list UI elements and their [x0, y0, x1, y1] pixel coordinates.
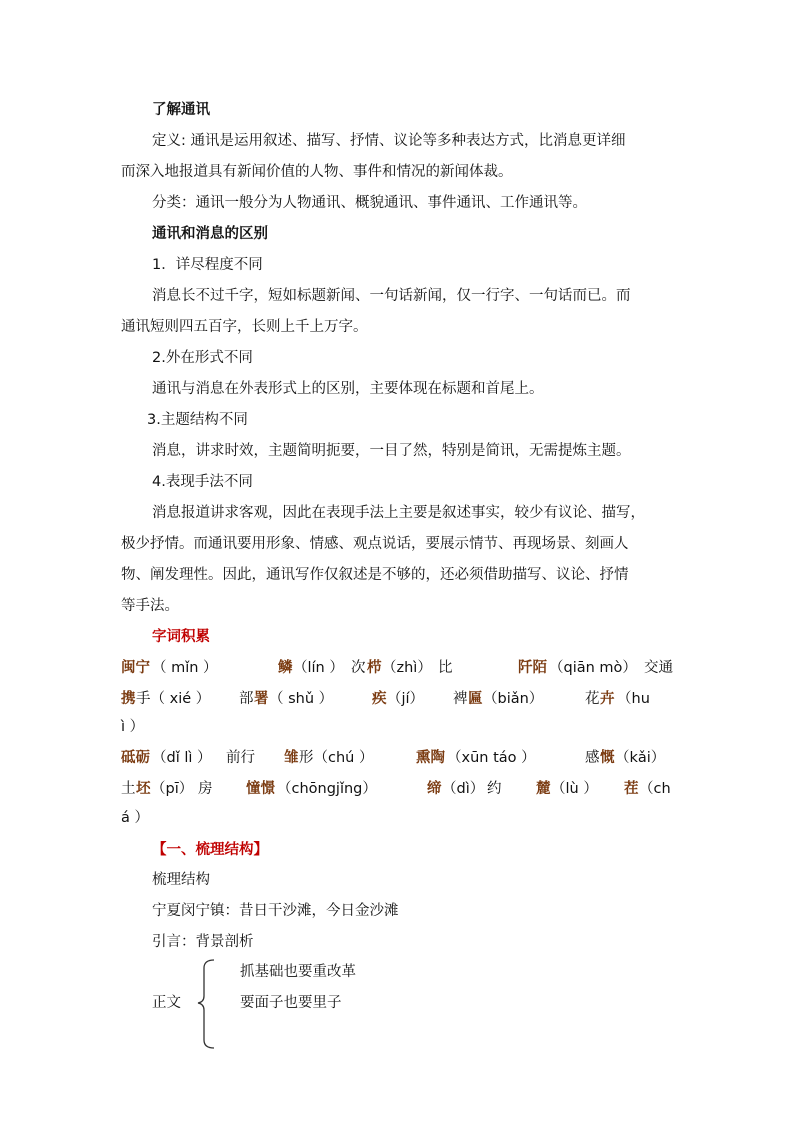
vocab-pinyin: （dì）: [442, 781, 485, 797]
vocab-pinyin: （dǐ lì ）: [152, 750, 212, 766]
vocab-word: 熏陶: [416, 750, 445, 766]
vocab-pinyin: （ mǐn ）: [152, 660, 218, 676]
vocab-word: 鳞: [278, 660, 293, 676]
vocab-suffix: 前行: [226, 750, 255, 766]
section-title-understand-tongxun: 了解通讯: [152, 102, 210, 118]
vocab-word: 栉: [367, 660, 382, 676]
vocab-prefix: 土: [121, 781, 136, 797]
vocab-pinyin: （ch: [639, 781, 671, 797]
vocab-pinyin: （chōngjǐng）: [277, 781, 377, 797]
vocab-pinyin: （qiān mò）: [549, 660, 637, 676]
vocab-title: 字词积累: [152, 629, 210, 645]
section-title-difference: 通讯和消息的区别: [152, 226, 268, 242]
paragraph-2: 通讯与消息在外表形式上的区别，主要体现在标题和首尾上。: [152, 381, 544, 397]
vocab-prefix: 花: [585, 691, 600, 707]
vocab-suffix: 次: [351, 660, 366, 676]
vocab-word: 坯: [136, 781, 151, 797]
vocab-suffix: 交通: [644, 660, 673, 676]
vocab-word: 闽宁: [121, 660, 150, 676]
vocab-pinyin: （jí）: [387, 691, 425, 707]
structure-subtitle: 梳理结构: [152, 872, 210, 888]
vocab-pinyin: （hu: [617, 691, 650, 707]
vocab-word: 署: [254, 691, 269, 707]
vocab-word: 卉: [600, 691, 615, 707]
paragraph-4-line-1: 消息报道讲求客观，因此在表现手法上主要是叙述事实，较少有议论、描写，: [152, 505, 645, 521]
vocab-word: 疾: [372, 691, 387, 707]
paragraph-3: 消息，讲求时效，主题简明扼要，一目了然，特别是简讯，无需提炼主题。: [152, 443, 631, 459]
body-branch-2: 要面子也要里子: [240, 995, 342, 1011]
vocab-word: 匾: [468, 691, 483, 707]
vocab-pinyin: （pī）: [151, 781, 194, 797]
definition-line-2: 而深入地报道具有新闻价值的人物、事件和情况的新闻体裁。: [121, 164, 513, 180]
heading-3: 3.主题结构不同: [147, 412, 248, 428]
vocab-suffix: 房: [198, 781, 213, 797]
vocab-word: 缔: [427, 781, 442, 797]
vocab-pinyin: （lín ）: [293, 660, 344, 676]
heading-2: 2.外在形式不同: [152, 350, 253, 366]
vocab-suffix: 约: [487, 781, 502, 797]
section-title-structure: 【一、梳理结构】: [152, 842, 268, 858]
vocab-word: 慨: [600, 750, 615, 766]
vocab-word: 砥砺: [121, 750, 150, 766]
heading-4: 4.表现手法不同: [152, 474, 253, 490]
classification-line: 分类：通讯一般分为人物通讯、概貌通讯、事件通讯、工作通讯等。: [152, 195, 587, 211]
vocab-word: 阡陌: [518, 660, 547, 676]
vocab-pinyin: （lù ）: [551, 781, 598, 797]
vocab-suffix: 比: [438, 660, 453, 676]
structure-line-1: 宁夏闵宁镇：昔日干沙滩，今日金沙滩: [152, 903, 399, 919]
vocab-pinyin: （xūn táo ）: [447, 750, 536, 766]
paragraph-4-line-2: 极少抒情。而通讯要用形象、情感、观点说话，要展示情节、再现场景、刻画人: [121, 536, 629, 552]
paragraph-4-line-4: 等手法。: [121, 598, 179, 614]
vocab-pinyin: （biǎn）: [483, 691, 544, 707]
vocab-pinyin: （kǎi）: [615, 750, 666, 766]
curly-brace-icon: [196, 958, 220, 1050]
vocab-word: 携: [121, 691, 136, 707]
vocab-word: 雏: [284, 750, 299, 766]
vocab-prefix: 感: [585, 750, 600, 766]
vocab-prefix: 部: [239, 691, 254, 707]
body-branch-1: 抓基础也要重改革: [240, 964, 356, 980]
paragraph-1-line-2: 通讯短则四五百字，长则上千上万字。: [121, 319, 368, 335]
vocab-pinyin: （ shǔ ）: [269, 691, 334, 707]
paragraph-1-line-1: 消息长不过千字，短如标题新闻、一句话新闻，仅一行字、一句话而已。而: [152, 288, 631, 304]
definition-line-1: 定义: 通讯是运用叙述、描写、抒情、议论等多种表达方式，比消息更详细: [152, 133, 626, 149]
vocab-prefix: 裨: [453, 691, 468, 707]
paragraph-4-line-3: 物、阐发理性。因此，通讯写作仅叙述是不够的，还必须借助描写、议论、抒情: [121, 567, 629, 583]
vocab-word: 麓: [536, 781, 551, 797]
vocab-row-2-wrap: ì ）: [121, 719, 145, 735]
structure-line-2: 引言：背景剖析: [152, 934, 254, 950]
vocab-suffix: 形（chú ）: [299, 750, 374, 766]
vocab-word: 茬: [624, 781, 639, 797]
heading-1: 1．详尽程度不同: [152, 257, 263, 273]
vocab-word: 憧憬: [246, 781, 275, 797]
vocab-pinyin: （zhì）: [382, 660, 432, 676]
vocab-row-4-wrap: á ）: [121, 810, 149, 826]
body-label: 正文: [152, 995, 181, 1011]
vocab-suffix: 手（ xié ）: [136, 691, 211, 707]
